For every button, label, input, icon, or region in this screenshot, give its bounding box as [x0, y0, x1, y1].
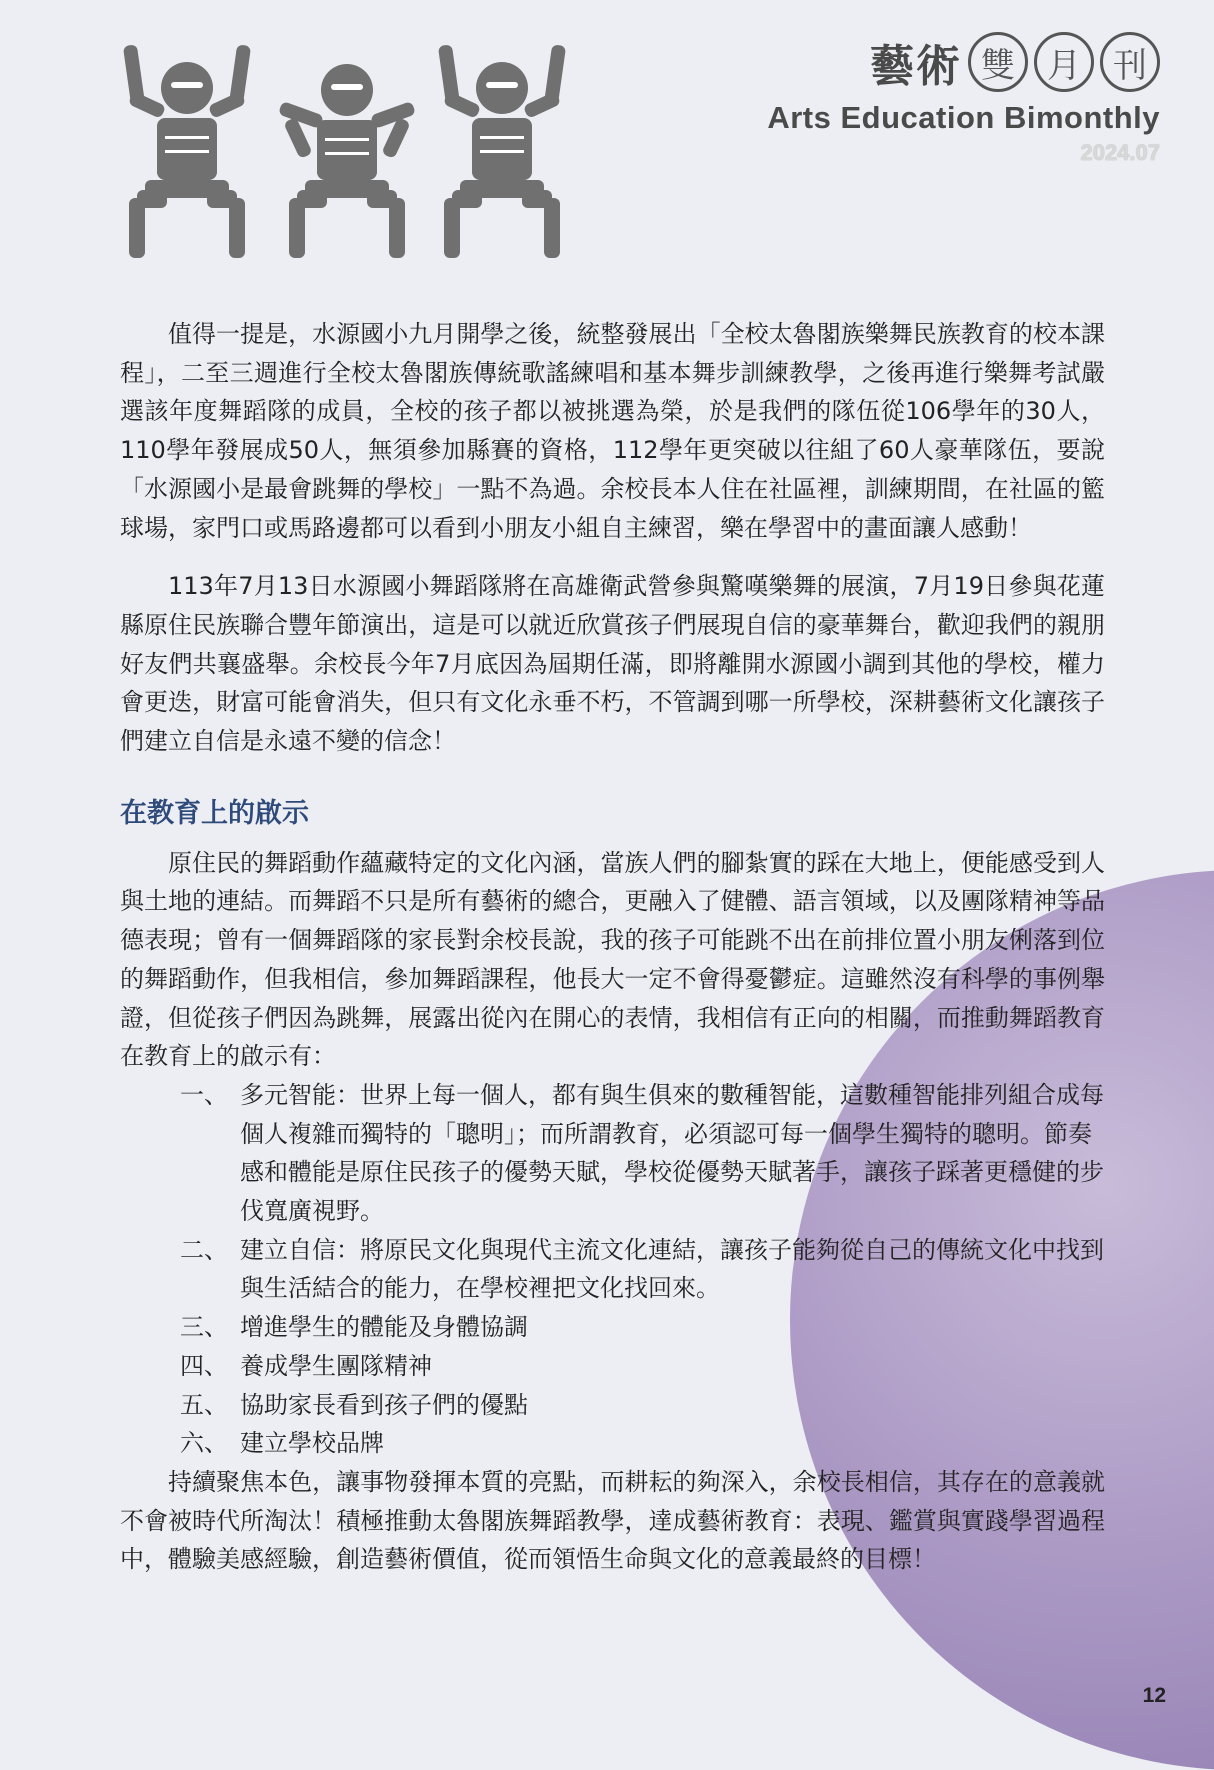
three-dancer-figures-icon	[115, 40, 575, 290]
list-item-text: 建立自信：將原民文化與現代主流文化連結，讓孩子能夠從自己的傳統文化中找到與生活結合的能力，在學校裡把文化找回來。	[240, 1235, 1104, 1303]
section-heading: 在教育上的啟示	[120, 797, 309, 829]
masthead-circled-char-3: 刊	[1100, 32, 1160, 92]
paragraph-4: 持續聚焦本色，讓事物發揮本質的亮點，而耕耘的夠深入，余校長相信，其存在的意義就不會被時代所淘汰！積極推動太魯閣族舞蹈教學，達成藝術教育：表現、鑑賞與實踐學習過程中，體驗美感經驗，創造藝術價值，從而領悟生命與文化的意義最終的目標！	[120, 1467, 1105, 1574]
paragraph-1: 值得一提是，水源國小九月開學之後，統整發展出「全校太魯閣族樂舞民族教育的校本課程」，二至三週進行全校太魯閣族傳統歌謠練唱和基本舞步訓練教學，之後再進行樂舞考試嚴選該年度舞蹈隊的成員，全校的孩子都以被挑選為榮，於是我們的隊伍從106學年的30人，110學年發展成50人，無須參加縣賽的資格，112學年更突破以往組了60人豪華隊伍，要說「水源國小是最會跳舞的學校」一點不為過。余校長本人住在社區裡，訓練期間，在社區的籃球場，家門口或馬路邊都可以看到小朋友小組自主練習，樂在學習中的畫面讓人感動！	[120, 320, 1105, 542]
paragraph-2: 113年7月13日水源國小舞蹈隊將在高雄衛武營參與驚嘆樂舞的展演，7月19日參與花蓮縣原住民族聯合豐年節演出，這是可以就近欣賞孩子們展現自信的豪華舞台，歡迎我們的親朋好友們共襄盛舉。余校長今年7月底因為屆期任滿，即將離開水源國小調到其他的學校，權力會更迭，財富可能會消失，但只有文化永垂不朽，不管調到哪一所學校，深耕藝術文化讓孩子們建立自信是永遠不變的信念！	[120, 572, 1105, 756]
list-item-text: 養成學生團隊精神	[240, 1351, 432, 1380]
insights-list	[120, 1076, 1105, 1463]
list-item-text: 建立學校品牌	[240, 1429, 384, 1458]
masthead-circled-char-2: 月	[1034, 32, 1094, 92]
list-item	[120, 1076, 1105, 1231]
article-body	[120, 315, 1105, 1579]
list-marker: 二、	[180, 1235, 228, 1264]
list-marker: 四、	[180, 1351, 228, 1380]
list-item	[120, 1386, 1105, 1425]
list-item	[120, 1347, 1105, 1386]
dancer-figure-2	[278, 64, 416, 258]
list-marker: 五、	[180, 1390, 228, 1419]
list-marker: 三、	[180, 1313, 228, 1342]
page-number: 12	[1142, 1684, 1166, 1707]
list-item	[120, 1308, 1105, 1347]
list-item-text: 增進學生的體能及身體協調	[240, 1313, 528, 1342]
list-item-text: 協助家長看到孩子們的優點	[240, 1390, 528, 1419]
list-marker: 一、	[180, 1080, 228, 1109]
list-marker: 六、	[180, 1429, 228, 1458]
list-item	[120, 1231, 1105, 1308]
issue-date: 2024.07	[1080, 140, 1160, 165]
list-item-text: 多元智能：世界上每一個人，都有與生俱來的數種智能，這數種智能排列組合成每個人複雜而獨特的「聰明」；而所謂教育，必須認可每一個學生獨特的聰明。節奏感和體能是原住民孩子的優勢天賦，學校從優勢天賦著手，讓孩子踩著更穩健的步伐寬廣視野。	[240, 1080, 1104, 1226]
paragraph-3: 原住民的舞蹈動作蘊藏特定的文化內涵，當族人們的腳紮實的踩在大地上，便能感受到人與土地的連結。而舞蹈不只是所有藝術的總合，更融入了健體、語言領域，以及團隊精神等品德表現；曾有一個舞蹈隊的家長對余校長說，我的孩子可能跳不出在前排位置小朋友俐落到位的舞蹈動作，但我相信，參加舞蹈課程，他長大一定不會得憂鬱症。這雖然沒有科學的事例舉證，但從孩子們因為跳舞，展露出從內在開心的表情，我相信有正向的相關，而推動舞蹈教育在教育上的啟示有：	[120, 848, 1105, 1071]
masthead-chinese-title	[767, 30, 1160, 94]
masthead-english-title: Arts Education Bimonthly	[767, 100, 1160, 135]
masthead-title-prefix: 藝術	[870, 41, 962, 92]
masthead	[767, 30, 1160, 166]
masthead-circled-char-1: 雙	[968, 32, 1028, 92]
list-item	[120, 1424, 1105, 1463]
